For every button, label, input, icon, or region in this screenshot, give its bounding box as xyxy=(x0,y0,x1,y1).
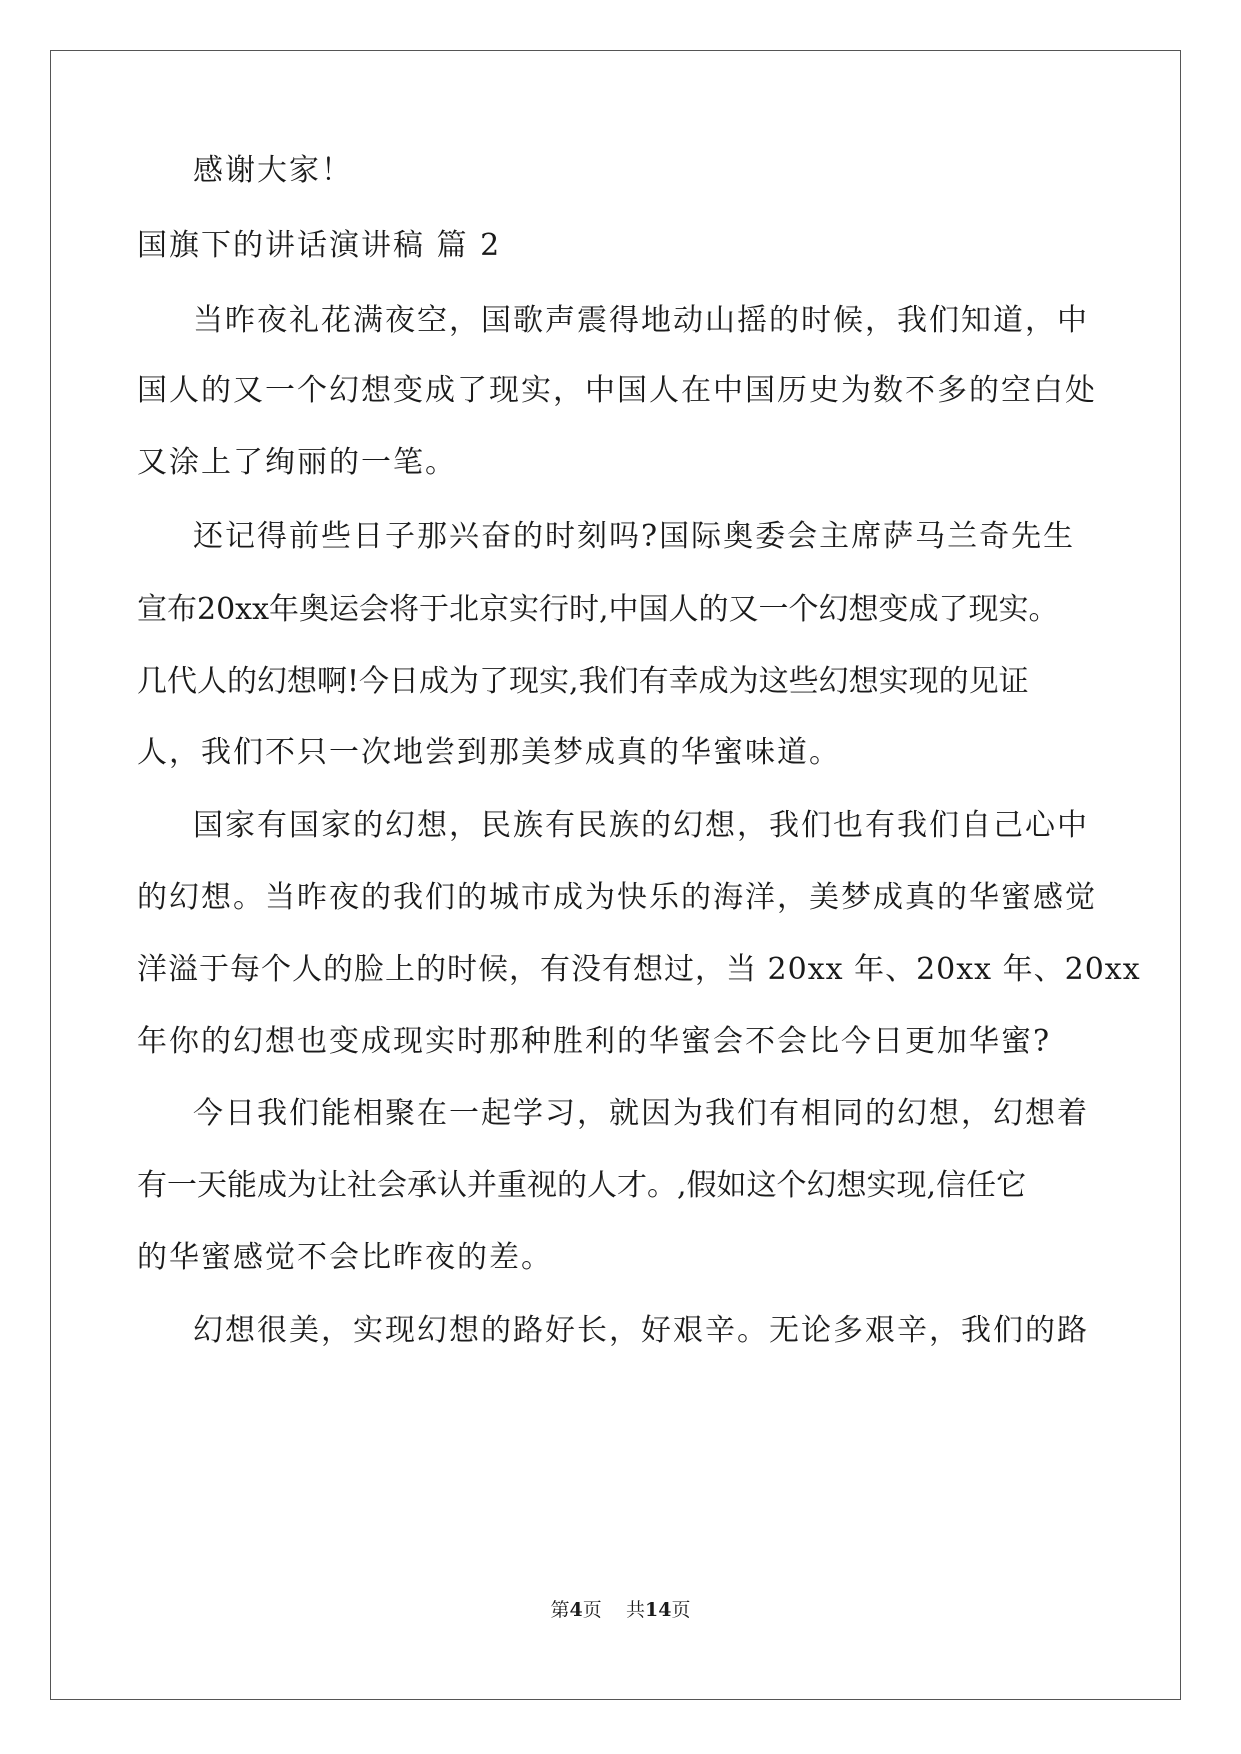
paragraph-line: 人，我们不只一次地尝到那美梦成真的华蜜味道。 xyxy=(137,735,841,770)
paragraph-line: 的幻想。当昨夜的我们的城市成为快乐的海洋，美梦成真的华蜜感觉 xyxy=(137,880,1097,915)
paragraph-line: 幻想很美，实现幻想的路好长，好艰辛。无论多艰辛，我们的路 xyxy=(193,1313,1089,1348)
paragraph-line: 又涂上了绚丽的一笔。 xyxy=(137,445,457,480)
closing-line: 感谢大家！ xyxy=(193,153,353,188)
paragraph-line: 年你的幻想也变成现实时那种胜利的华蜜会不会比今日更加华蜜? xyxy=(137,1024,1052,1059)
paragraph-line: 今日我们能相聚在一起学习，就因为我们有相同的幻想，幻想着 xyxy=(193,1096,1089,1131)
page-frame xyxy=(50,50,1181,1700)
footer-total-prefix: 共 xyxy=(625,1599,645,1621)
paragraph-line: 当昨夜礼花满夜空，国歌声震得地动山摇的时候，我们知道，中 xyxy=(193,303,1089,338)
paragraph-line: 宣布20xx年奥运会将于北京实行时,中国人的又一个幻想变成了现实。 xyxy=(137,592,1059,627)
paragraph-line: 洋溢于每个人的脸上的时候，有没有想过，当 20xx 年、20xx 年、20xx xyxy=(137,952,1141,987)
page-footer xyxy=(0,1598,1241,1622)
section-title: 国旗下的讲话演讲稿 篇 2 xyxy=(137,228,502,263)
paragraph-line: 几代人的幻想啊!今日成为了现实,我们有幸成为这些幻想实现的见证 xyxy=(137,664,1029,699)
total-page-count: 14 xyxy=(644,1599,672,1621)
paragraph-line: 还记得前些日子那兴奋的时刻吗?国际奥委会主席萨马兰奇先生 xyxy=(193,519,1076,554)
footer-total-suffix: 页 xyxy=(671,1599,691,1621)
paragraph-line: 有一天能成为让社会承认并重视的人才。,假如这个幻想实现,信任它 xyxy=(137,1168,1027,1203)
footer-prefix: 第 xyxy=(550,1599,570,1621)
paragraph-line: 国人的又一个幻想变成了现实，中国人在中国历史为数不多的空白处 xyxy=(137,373,1097,408)
current-page-number: 4 xyxy=(569,1599,583,1621)
paragraph-line: 的华蜜感觉不会比昨夜的差。 xyxy=(137,1240,553,1275)
paragraph-line: 国家有国家的幻想，民族有民族的幻想，我们也有我们自己心中 xyxy=(193,808,1089,843)
footer-page-suffix: 页 xyxy=(582,1599,602,1621)
